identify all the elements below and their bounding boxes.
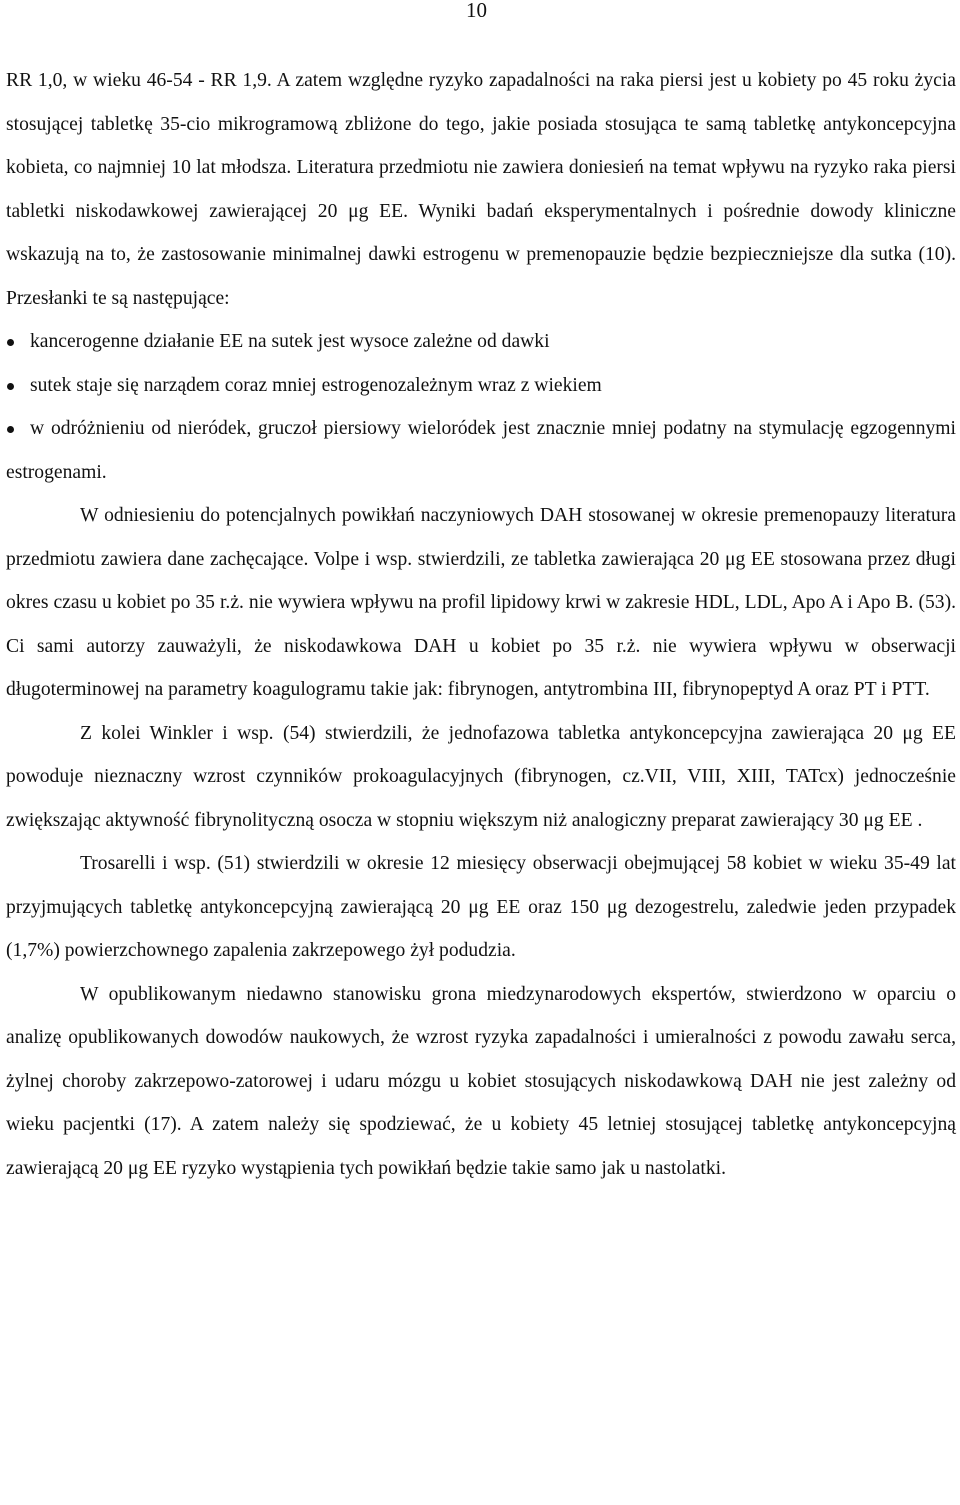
bullet-text: sutek staje się narządem coraz mniej estrogenozależnym wraz z wiekiem: [30, 374, 602, 396]
paragraph-1: RR 1,0, w wieku 46-54 - RR 1,9. A zatem względne ryzyko zapadalności na raka piersi jest u kobiety po 45 roku życia stosującej tabletkę 35-cio mikrogramową zbliżone do tego, jakie posiada stosująca te samą tabletkę antykoncepcyjna kobieta, co najmniej 10 lat młodsza. Literatura przedmiotu nie zawiera doniesień na temat wpływu na ryzyko raka piersi tabletki niskodawkowej zawierającej 20 μg EE. Wyniki badań eksperymentalnych i pośrednie dowody kliniczne wskazują na to, że zastosowanie minimalnej dawki estrogenu w premenopauzie będzie bezpieczniejsze dla sutka (10). Przesłanki te są następujące:: [6, 70, 956, 309]
bullet-text: kancerogenne działanie EE na sutek jest wysoce zależne od dawki: [30, 331, 550, 352]
paragraph-2: W odniesieniu do potencjalnych powikłań naczyniowych DAH stosowanej w okresie premenopauzy literatura przedmiotu zawiera dane zachęcające. Volpe i wsp. stwierdzili, ze tabletka zawierająca 20 μg EE stosowana przez długi okres czasu u kobiet po 35 r.ż. nie wywiera wpływu na profil lipidowy krwi w zakresie HDL, LDL, Apo A i Apo B. (53). Ci sami autorzy zauważyli, że niskodawkowa DAH u kobiet po 35 r.ż. nie wywiera wpływu w obserwacji długoterminowej na parametry koagulogramu takie jak: fibrynogen, antytrombina III, fibrynopeptyd A oraz PT i PTT.: [6, 505, 956, 700]
body-text: [6, 59, 956, 1190]
page-number: 10: [466, 0, 487, 22]
paragraph-4: Trosarelli i wsp. (51) stwierdzili w okresie 12 miesięcy obserwacji obejmującej 58 kobiet w wieku 35-49 lat przyjmujących tabletkę antykoncepcyjną zawierającą 20 μg EE oraz 150 μg dezogestrelu, zaledwie jeden przypadek (1,7%) powierzchownego zapalenia zakrzepowego żył podudzia.: [6, 853, 956, 961]
bullet-item-1: [6, 320, 956, 364]
paragraph-5: W opublikowanym niedawno stanowisku grona miedzynarodowych ekspertów, stwierdzono w oparciu o analizę opublikowanych dowodów naukowych, że wzrost ryzyka zapadalności i umieralności z powodu zawału serca, żylnej choroby zakrzepowo-zatorowej i udaru mózgu u kobiet stosujących niskodawkową DAH nie jest zależny od wieku pacjentki (17). A zatem należy się spodziewać, że u kobiety 45 letniej stosującej tabletkę antykoncepcyjną zawierającą 20 μg EE ryzyko wystąpienia tych powikłań będzie takie samo jak u nastolatki.: [6, 983, 956, 1179]
bullet-text: w odróżnieniu od nieródek, gruczoł piersiowy wieloródek jest znacznie mniej podatny na stymulację egzogennymi estrogenami.: [6, 418, 956, 483]
bullet-icon: [7, 383, 14, 390]
paragraph-3: Z kolei Winkler i wsp. (54) stwierdzili, że jednofazowa tabletka antykoncepcyjna zawierająca 20 μg EE powoduje nieznaczny wzrost czynników prokoagulacyjnych (fibrynogen, cz.VII, VIII, XIII, TATcx) jednocześnie zwiększając aktywność fibrynolityczną osocza w stopniu większym niż analogiczny preparat zawierający 30 μg EE .: [6, 722, 956, 831]
bullet-item-2: [6, 364, 956, 408]
bullet-item-3: [6, 407, 956, 494]
bullet-icon: [7, 426, 14, 433]
bullet-icon: [7, 339, 14, 346]
